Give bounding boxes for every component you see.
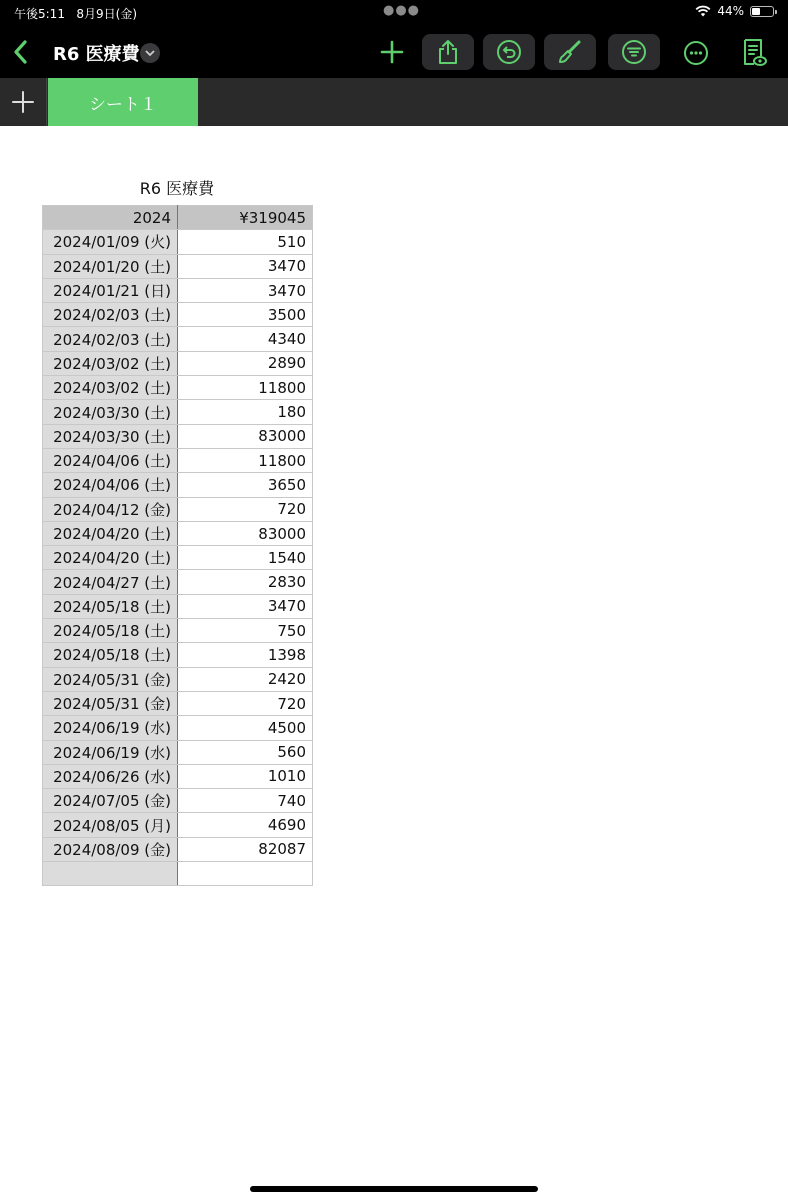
date-cell[interactable]: 2024/04/06 (土) bbox=[43, 448, 178, 472]
share-button[interactable] bbox=[422, 34, 474, 70]
table-title[interactable]: R6 医療費 bbox=[139, 179, 215, 198]
undo-icon bbox=[496, 39, 522, 65]
date-cell[interactable]: 2024/06/26 (水) bbox=[43, 764, 178, 788]
format-button[interactable] bbox=[544, 34, 596, 70]
home-indicator[interactable] bbox=[250, 1186, 538, 1192]
add-icon[interactable] bbox=[380, 40, 404, 64]
table-row bbox=[43, 740, 313, 764]
amount-cell[interactable]: 11800 bbox=[178, 376, 313, 400]
amount-cell[interactable]: 3470 bbox=[178, 594, 313, 618]
battery-icon bbox=[750, 6, 774, 17]
date-cell[interactable]: 2024/01/21 (日) bbox=[43, 278, 178, 302]
amount-cell[interactable]: 180 bbox=[178, 400, 313, 424]
table-row bbox=[43, 473, 313, 497]
table-row bbox=[43, 546, 313, 570]
table-row bbox=[43, 619, 313, 643]
amount-cell[interactable]: 740 bbox=[178, 789, 313, 813]
wifi-icon bbox=[695, 5, 711, 17]
tab-sheet-1[interactable]: シート１ bbox=[48, 78, 198, 126]
multitasking-dots-icon[interactable]: ●●● bbox=[383, 3, 421, 18]
amount-cell[interactable] bbox=[178, 862, 313, 886]
status-date: 8月9日(金) bbox=[76, 7, 138, 21]
date-cell[interactable]: 2024/03/02 (土) bbox=[43, 351, 178, 375]
table-row bbox=[43, 351, 313, 375]
date-cell[interactable]: 2024/04/12 (金) bbox=[43, 497, 178, 521]
amount-cell[interactable]: 560 bbox=[178, 740, 313, 764]
date-cell[interactable]: 2024/08/09 (金) bbox=[43, 837, 178, 861]
table-row bbox=[43, 643, 313, 667]
table-row bbox=[43, 303, 313, 327]
status-time bbox=[14, 5, 137, 22]
reading-view-icon[interactable] bbox=[741, 38, 767, 68]
date-cell[interactable]: 2024/04/20 (土) bbox=[43, 521, 178, 545]
amount-cell[interactable]: 1398 bbox=[178, 643, 313, 667]
date-cell[interactable] bbox=[43, 862, 178, 886]
date-cell[interactable]: 2024/05/18 (土) bbox=[43, 594, 178, 618]
date-cell[interactable]: 2024/01/09 (火) bbox=[43, 230, 178, 254]
amount-cell[interactable]: 11800 bbox=[178, 448, 313, 472]
date-cell[interactable]: 2024/06/19 (水) bbox=[43, 716, 178, 740]
date-cell[interactable]: 2024/04/27 (土) bbox=[43, 570, 178, 594]
filter-icon bbox=[621, 39, 647, 65]
back-chevron-icon[interactable] bbox=[10, 38, 32, 66]
paintbrush-icon bbox=[557, 39, 583, 65]
date-cell[interactable]: 2024/05/31 (金) bbox=[43, 667, 178, 691]
table-row bbox=[43, 424, 313, 448]
organize-button[interactable] bbox=[608, 34, 660, 70]
amount-cell[interactable]: 82087 bbox=[178, 837, 313, 861]
date-cell[interactable]: 2024/05/18 (土) bbox=[43, 643, 178, 667]
status-right bbox=[695, 4, 774, 18]
table-row bbox=[43, 230, 313, 254]
amount-cell[interactable]: 4340 bbox=[178, 327, 313, 351]
amount-cell[interactable]: 750 bbox=[178, 619, 313, 643]
table-row bbox=[43, 327, 313, 351]
table-row bbox=[43, 521, 313, 545]
date-cell[interactable]: 2024/03/30 (土) bbox=[43, 424, 178, 448]
amount-cell[interactable]: 4690 bbox=[178, 813, 313, 837]
amount-cell[interactable]: 720 bbox=[178, 691, 313, 715]
amount-cell[interactable]: 1540 bbox=[178, 546, 313, 570]
amount-cell[interactable]: 720 bbox=[178, 497, 313, 521]
table-row bbox=[43, 497, 313, 521]
status-clock: 午後5:11 bbox=[14, 7, 65, 21]
more-icon[interactable] bbox=[683, 40, 709, 66]
date-cell[interactable]: 2024/02/03 (土) bbox=[43, 327, 178, 351]
sheet-tab-bar bbox=[0, 78, 788, 126]
amount-cell[interactable]: 4500 bbox=[178, 716, 313, 740]
table-row bbox=[43, 400, 313, 424]
add-sheet-icon[interactable] bbox=[12, 91, 34, 113]
toolbar bbox=[0, 26, 788, 78]
title-menu-chevron-icon[interactable] bbox=[140, 43, 160, 63]
header-cell-total[interactable]: ¥319045 bbox=[178, 206, 313, 230]
amount-cell[interactable]: 510 bbox=[178, 230, 313, 254]
battery-percent: 44% bbox=[717, 4, 744, 18]
amount-cell[interactable]: 2890 bbox=[178, 351, 313, 375]
date-cell[interactable]: 2024/01/20 (土) bbox=[43, 254, 178, 278]
date-cell[interactable]: 2024/05/18 (土) bbox=[43, 619, 178, 643]
header-cell-year[interactable]: 2024 bbox=[43, 206, 178, 230]
table-row bbox=[43, 570, 313, 594]
date-cell[interactable]: 2024/06/19 (水) bbox=[43, 740, 178, 764]
expense-table bbox=[42, 205, 313, 886]
amount-cell[interactable]: 83000 bbox=[178, 424, 313, 448]
amount-cell[interactable]: 2830 bbox=[178, 570, 313, 594]
date-cell[interactable]: 2024/03/30 (土) bbox=[43, 400, 178, 424]
tab-divider bbox=[46, 78, 47, 126]
amount-cell[interactable]: 83000 bbox=[178, 521, 313, 545]
table-row bbox=[43, 376, 313, 400]
date-cell[interactable]: 2024/05/31 (金) bbox=[43, 691, 178, 715]
amount-cell[interactable]: 2420 bbox=[178, 667, 313, 691]
date-cell[interactable]: 2024/07/05 (金) bbox=[43, 789, 178, 813]
table-row bbox=[43, 691, 313, 715]
amount-cell[interactable]: 3470 bbox=[178, 254, 313, 278]
undo-button[interactable] bbox=[483, 34, 535, 70]
table-row bbox=[43, 789, 313, 813]
table-row bbox=[43, 764, 313, 788]
date-cell[interactable]: 2024/02/03 (土) bbox=[43, 303, 178, 327]
table-row bbox=[43, 667, 313, 691]
share-icon bbox=[437, 39, 459, 65]
table-row bbox=[43, 862, 313, 886]
table-row bbox=[43, 716, 313, 740]
table-row bbox=[43, 448, 313, 472]
table-row bbox=[43, 278, 313, 302]
amount-cell[interactable]: 3500 bbox=[178, 303, 313, 327]
date-cell[interactable]: 2024/08/05 (月) bbox=[43, 813, 178, 837]
table-row bbox=[43, 837, 313, 861]
status-bar bbox=[0, 0, 788, 26]
date-cell[interactable]: 2024/04/06 (土) bbox=[43, 473, 178, 497]
amount-cell[interactable]: 3470 bbox=[178, 278, 313, 302]
amount-cell[interactable]: 1010 bbox=[178, 764, 313, 788]
date-cell[interactable]: 2024/03/02 (土) bbox=[43, 376, 178, 400]
table-row bbox=[43, 594, 313, 618]
document-title[interactable]: R6 医療費 bbox=[53, 44, 140, 65]
battery-fill bbox=[752, 8, 760, 15]
table-row bbox=[43, 813, 313, 837]
table-row bbox=[43, 254, 313, 278]
amount-cell[interactable]: 3650 bbox=[178, 473, 313, 497]
table-header-row bbox=[43, 206, 313, 230]
date-cell[interactable]: 2024/04/20 (土) bbox=[43, 546, 178, 570]
